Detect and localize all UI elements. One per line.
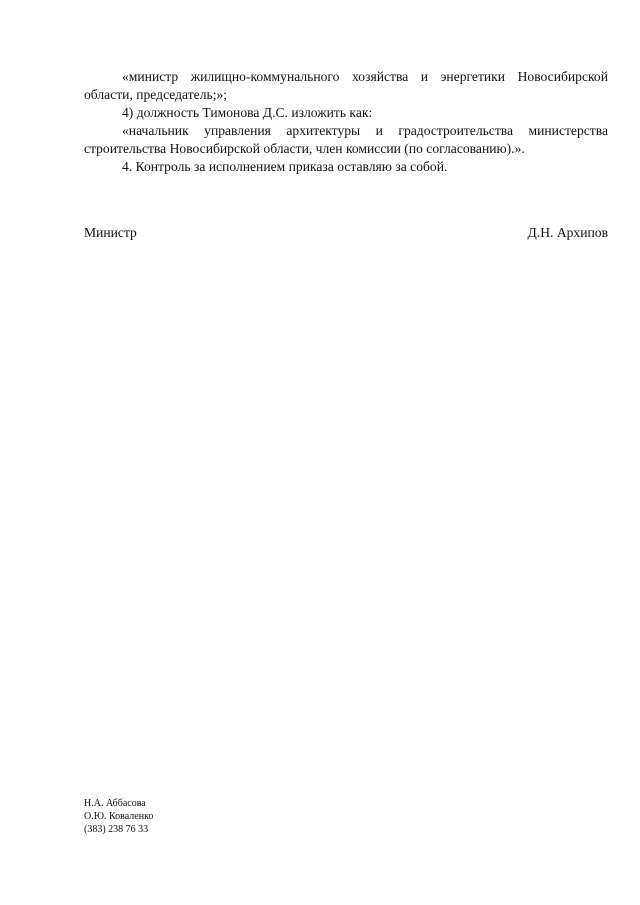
executor-phone: (383) 238 76 33 [84, 824, 149, 835]
signature-block [84, 224, 608, 242]
executor-name-2: О.Ю. Коваленко [84, 811, 154, 822]
paragraph-department-head-wording: «начальник управления архитектуры и градостроительства министерства строительства Новосибирской области, член комиссии (по согласованию).». [84, 123, 608, 156]
document-body [84, 68, 608, 176]
paragraph-control-clause: 4. Контроль за исполнением приказа оставляю за собой. [122, 159, 448, 174]
signature-position: Министр [84, 225, 137, 240]
signature-name: Д.Н. Архипов [527, 225, 608, 240]
paragraph-minister-wording: «министр жилищно-коммунального хозяйства и энергетики Новосибирской области, председатель;»; [84, 69, 608, 102]
paragraph-item-4: 4) должность Тимонова Д.С. изложить как: [122, 105, 373, 120]
executor-name-1: Н.А. Аббасова [84, 798, 146, 809]
executor-footer [84, 797, 153, 836]
